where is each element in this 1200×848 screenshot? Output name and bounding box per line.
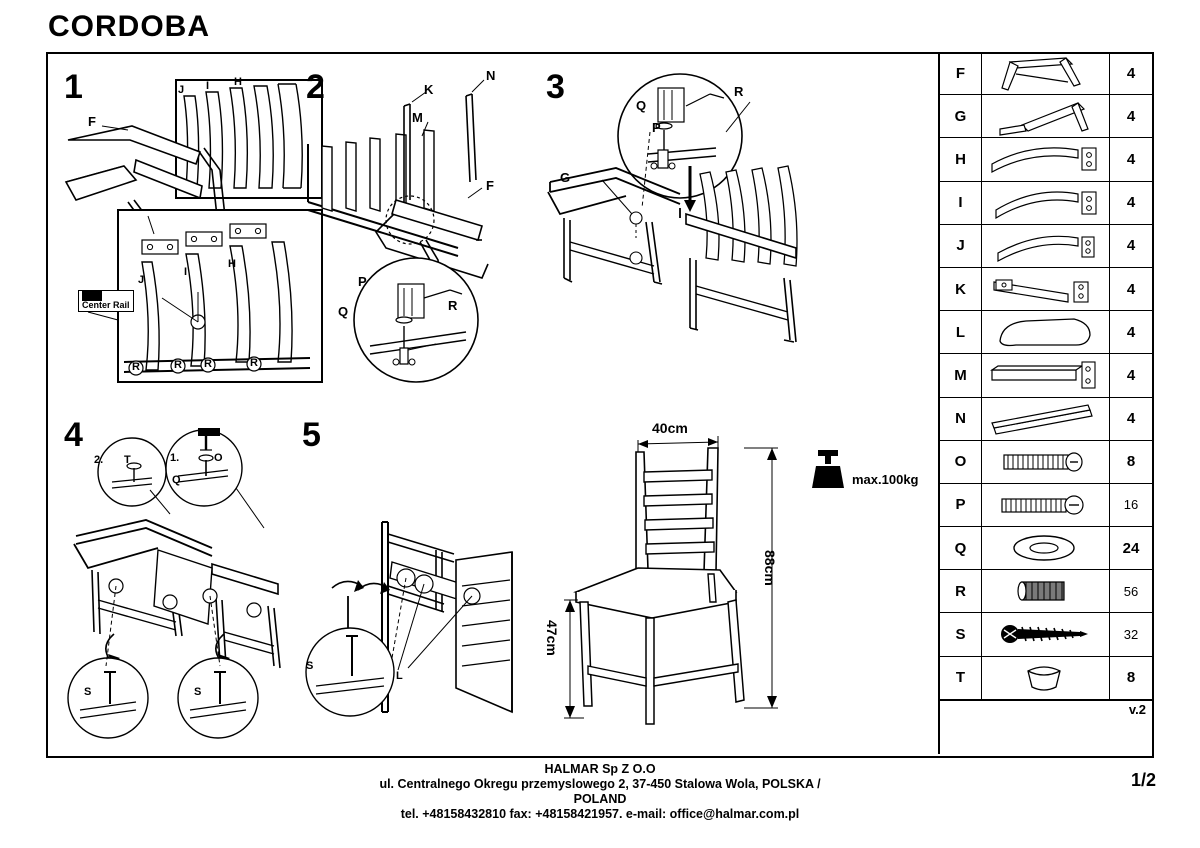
seat-height-dimension-label: 47cm — [544, 620, 560, 656]
page-title: CORDOBA — [48, 10, 210, 43]
part-icon-dowel-r — [982, 570, 1110, 612]
step-5-label-S: S — [306, 660, 314, 672]
width-dimension-label: 40cm — [652, 420, 688, 436]
part-qty-H: 4 — [1126, 150, 1136, 168]
step-1-number: 1 — [64, 68, 83, 106]
parts-row-I — [940, 182, 1152, 225]
step-1-label-R-3: R — [204, 358, 212, 370]
weight-icon — [808, 448, 848, 494]
step-3-label-R: R — [734, 84, 744, 99]
step-5-label-L: L — [396, 670, 403, 682]
part-qty-G: 4 — [1126, 107, 1136, 125]
part-code-F: F — [940, 52, 982, 94]
parts-row-F — [940, 52, 1152, 95]
step-1-label-I: I — [184, 266, 188, 278]
max-load — [808, 448, 928, 498]
step-1-label-R-2: R — [174, 359, 182, 371]
step-5 — [296, 410, 536, 740]
part-qty-N: 4 — [1126, 410, 1136, 428]
step-3-illustration — [540, 62, 820, 392]
part-qty-K: 4 — [1126, 280, 1136, 298]
part-icon-rail-m — [982, 354, 1110, 396]
part-qty-L: 4 — [1126, 323, 1136, 341]
step-1-label-H: H — [228, 258, 236, 270]
part-qty-O: 8 — [1126, 453, 1136, 471]
part-icon-screw-s — [982, 613, 1110, 655]
parts-row-G — [940, 95, 1152, 138]
step-1-label-J-inset: J — [178, 84, 185, 96]
parts-row-T — [940, 657, 1152, 700]
parts-row-O — [940, 441, 1152, 484]
part-icon-bolt-p — [982, 484, 1110, 526]
part-code-S: S — [940, 613, 982, 655]
finished-chair-illustration — [540, 430, 790, 730]
height-dimension-label: 88cm — [762, 550, 778, 586]
step-2-label-P: P — [358, 274, 367, 289]
part-qty-T: 8 — [1126, 669, 1136, 687]
part-code-H: H — [940, 138, 982, 180]
part-icon-curved-slat-h — [982, 138, 1110, 180]
part-code-G: G — [940, 95, 982, 137]
part-icon-bolt-o — [982, 441, 1110, 483]
part-icon-seat-pad — [982, 311, 1110, 353]
part-code-L: L — [940, 311, 982, 353]
step-4-label-1: 1. — [170, 452, 180, 464]
parts-row-N — [940, 398, 1152, 441]
parts-row-H — [940, 138, 1152, 181]
step-2-number: 2 — [306, 68, 325, 106]
part-icon-rail-k — [982, 268, 1110, 310]
parts-row-Q — [940, 527, 1152, 570]
finished-chair — [540, 420, 790, 730]
parts-row-J — [940, 225, 1152, 268]
step-2-illustration — [300, 62, 550, 392]
step-1 — [58, 62, 328, 392]
step-1-label-J: J — [138, 274, 145, 286]
step-2 — [300, 62, 550, 392]
part-code-J: J — [940, 225, 982, 267]
parts-row-L — [940, 311, 1152, 354]
step-1-label-R-4: R — [250, 357, 258, 369]
footer — [0, 762, 1200, 822]
step-3 — [540, 62, 820, 392]
version-row — [940, 700, 1152, 719]
footer-contact: tel. +48158432810 fax: +48158421957. e-mail: office@halmar.com.pl — [400, 807, 800, 821]
step-4-number: 4 — [64, 416, 83, 454]
parts-table — [938, 52, 1152, 754]
step-4-label-T: T — [124, 454, 131, 466]
part-qty-F: 4 — [1126, 64, 1136, 82]
part-icon-curved-slat-i — [982, 182, 1110, 224]
parts-row-P — [940, 484, 1152, 527]
step-4-label-S-right: S — [194, 686, 202, 698]
step-3-label-Q: Q — [636, 98, 647, 113]
parts-row-R — [940, 570, 1152, 613]
part-qty-I: 4 — [1126, 194, 1136, 212]
part-icon-rail-n — [982, 398, 1110, 440]
step-2-label-N: N — [486, 68, 496, 83]
step-4-label-O: O — [214, 452, 223, 464]
part-qty-J: 4 — [1126, 237, 1136, 255]
max-load-label: max.100kg — [852, 472, 919, 487]
step-4-label-2: 2. — [94, 454, 104, 466]
part-code-Q: Q — [940, 527, 982, 569]
part-code-N: N — [940, 398, 982, 440]
part-qty-Q: 24 — [1122, 539, 1140, 557]
step-1-label-F: F — [88, 114, 96, 129]
part-code-I: I — [940, 182, 982, 224]
part-icon-curved-slat-j — [982, 225, 1110, 267]
parts-row-M — [940, 354, 1152, 397]
step-2-label-Q: Q — [338, 304, 349, 319]
part-icon-side-frame-left — [982, 52, 1110, 94]
center-rail-note-text: Center Rail — [82, 300, 130, 310]
footer-address: ul. Centralnego Okregu przemyslowego 2, 37-450 Stalowa Wola, POLSKA / — [379, 777, 821, 791]
part-qty-R: 56 — [1123, 583, 1139, 599]
step-3-number: 3 — [546, 68, 565, 106]
part-icon-washer-q — [982, 527, 1110, 569]
step-4 — [58, 410, 298, 740]
step-2-label-F: F — [486, 178, 494, 193]
part-code-K: K — [940, 268, 982, 310]
parts-row-K — [940, 268, 1152, 311]
step-2-label-R: R — [448, 298, 458, 313]
step-3-label-P: P — [652, 120, 661, 135]
part-code-O: O — [940, 441, 982, 483]
step-4-label-S-left: S — [84, 686, 92, 698]
version-label: v.2 — [1128, 701, 1146, 717]
part-icon-cap-t — [982, 657, 1110, 699]
part-qty-M: 4 — [1126, 366, 1136, 384]
step-4-label-Q: Q — [172, 474, 181, 486]
part-qty-P: 16 — [1123, 497, 1139, 513]
page-number: 1/2 — [1130, 770, 1156, 790]
step-5-illustration — [296, 410, 536, 740]
step-5-number: 5 — [302, 416, 321, 454]
step-1-label-R-1: R — [132, 361, 140, 373]
center-rail-note: Rear Center Rail — [78, 290, 134, 312]
part-code-P: P — [940, 484, 982, 526]
step-1-label-H-inset: H — [234, 76, 242, 88]
step-1-label-I-inset: I — [206, 80, 210, 92]
step-1-illustration — [58, 62, 328, 392]
footer-country: POLAND — [573, 792, 627, 806]
part-icon-side-frame-right — [982, 95, 1110, 137]
part-code-M: M — [940, 354, 982, 396]
footer-company: HALMAR Sp Z O.O — [544, 762, 656, 776]
step-2-label-M: M — [412, 110, 423, 125]
parts-row-S — [940, 613, 1152, 656]
step-2-label-K: K — [424, 82, 434, 97]
part-code-T: T — [940, 657, 982, 699]
part-qty-S: 32 — [1123, 627, 1139, 643]
part-code-R: R — [940, 570, 982, 612]
step-3-label-G: G — [560, 170, 571, 185]
